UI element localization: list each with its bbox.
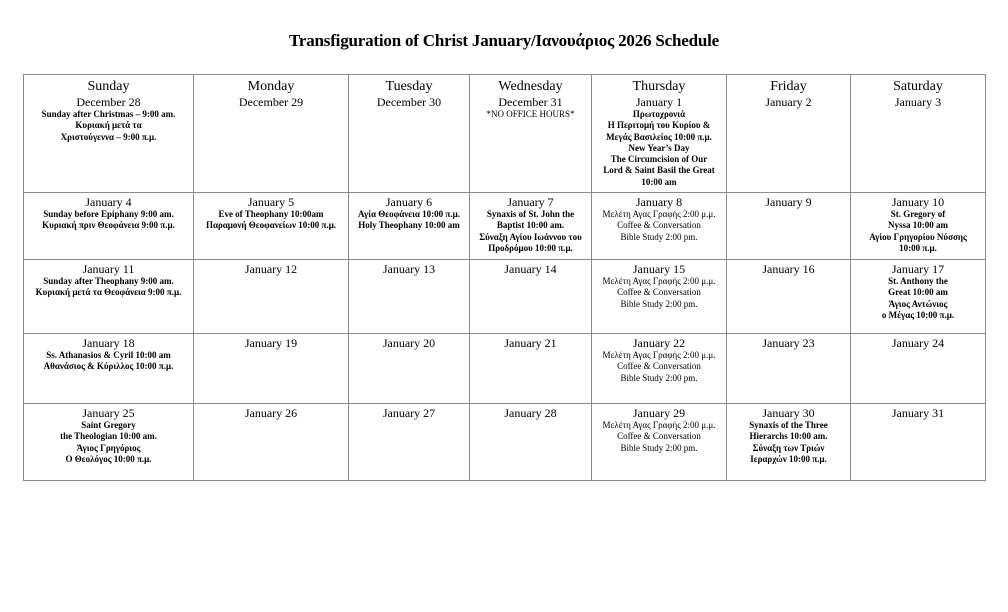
weekday-header: Sunday [87, 79, 130, 94]
day-date: January 8 [635, 195, 683, 209]
day-date: January 29 [632, 406, 686, 420]
day-cell [349, 75, 470, 193]
day-date: January 23 [762, 336, 815, 350]
day-date: January 17 [891, 262, 945, 276]
weekday-header: Friday [770, 79, 807, 94]
event-line: Great 10:00 am [888, 287, 948, 298]
week-row [24, 334, 986, 404]
event-line: Coffee & Conversation [617, 431, 701, 442]
day-cell [851, 404, 986, 481]
event-line: Coffee & Conversation [617, 220, 701, 231]
event-line: The Circumcision of Our [610, 154, 708, 165]
week-row [24, 75, 986, 193]
week-row [24, 260, 986, 334]
weekday-header: Tuesday [385, 79, 433, 94]
day-cell [24, 75, 194, 193]
day-date: January 20 [382, 336, 436, 350]
day-cell [194, 260, 349, 334]
event-line: Lord & Saint Basil the Great [603, 165, 715, 176]
weekday-header: Monday [247, 79, 295, 94]
day-date: January 7 [507, 195, 554, 209]
event-line: Αγία Θεοφάνεια 10:00 π.μ. [358, 209, 460, 219]
day-date: January 10 [891, 195, 945, 209]
day-date: January 2 [765, 95, 812, 109]
day-date: January 24 [891, 336, 945, 350]
event-line: Μελέτη Αγας Γραφής 2:00 μ.μ. [602, 276, 716, 286]
event-line: Κυριακή μετά τα [75, 120, 142, 131]
day-date: January 3 [894, 95, 942, 109]
day-date: January 14 [504, 262, 557, 276]
event-line: Coffee & Conversation [617, 287, 701, 298]
event-line: Eve of Theophany 10:00am [218, 209, 324, 219]
day-cell [349, 404, 470, 481]
day-date: January 27 [382, 406, 436, 420]
event-line: Bible Study 2:00 pm. [620, 372, 698, 383]
event-line: Προδρόμου 10:00 π.μ. [488, 242, 573, 253]
day-date: January 16 [762, 262, 815, 276]
event-line: Sunday after Christmas – 9:00 am. [41, 109, 176, 119]
event-line: Holy Theophany 10:00 am [358, 220, 460, 231]
event-line: Άγιος Γρηγόριος [76, 442, 141, 453]
day-date: January 13 [382, 262, 436, 276]
event-line: ο Μέγας 10:00 π.μ. [881, 309, 955, 320]
event-line: Μελέτη Αγας Γραφής 2:00 μ.μ. [602, 209, 716, 219]
day-cell [727, 193, 851, 260]
day-date: December 30 [376, 95, 442, 109]
day-cell [24, 260, 194, 334]
event-line: St. Anthony the [888, 276, 948, 286]
event-line: Ss. Athanasios & Cyril 10:00 am [46, 350, 171, 360]
day-cell [24, 334, 194, 404]
event-line: Κυριακή μετά τα Θεοφάνεια 9:00 π.μ. [35, 287, 182, 298]
day-cell [194, 75, 349, 193]
day-cell [851, 75, 986, 193]
day-date: January 15 [632, 262, 686, 276]
day-date: January 6 [385, 195, 433, 209]
event-line: Saint Gregory [81, 420, 136, 430]
day-cell [592, 334, 727, 404]
day-cell [727, 75, 851, 193]
day-cell [194, 193, 349, 260]
event-line: Bible Study 2:00 pm. [620, 298, 698, 309]
day-date: January 21 [504, 336, 557, 350]
day-cell [194, 334, 349, 404]
event-line: Bible Study 2:00 pm. [620, 442, 698, 453]
event-line: Κυριακή πριν Θεοφάνεια 9:00 π.μ. [42, 220, 175, 231]
event-line: Sunday after Theophany 9:00 am. [43, 276, 174, 286]
event-line: St. Gregory of [890, 209, 946, 219]
day-date: January 11 [82, 262, 135, 276]
day-date: January 28 [504, 406, 557, 420]
event-line: Ο Θεολόγος 10:00 π.μ. [65, 453, 152, 464]
day-date: December 31 [498, 95, 563, 109]
day-date: December 29 [238, 95, 304, 109]
day-date: January 22 [632, 336, 686, 350]
event-line: Η Περιτομή του Κυρίου & [607, 120, 711, 131]
event-line: Μελέτη Αγας Γραφής 2:00 μ.μ. [602, 350, 716, 360]
weekday-header: Thursday [632, 79, 686, 94]
event-line: the Theologian 10:00 am. [60, 431, 157, 442]
event-line: Σύναξη Αγίου Ιωάννου του [479, 231, 582, 242]
weekday-header: Wednesday [498, 79, 563, 94]
day-cell [349, 260, 470, 334]
day-cell [349, 193, 470, 260]
weekday-header: Saturday [893, 79, 943, 94]
day-cell [851, 193, 986, 260]
day-cell [727, 334, 851, 404]
event-line: Αγίου Γρηγορίου Νύσσης [869, 231, 967, 242]
day-date: January 1 [635, 95, 683, 109]
day-date: January 19 [244, 336, 298, 350]
day-date: January 18 [82, 336, 135, 350]
day-cell [470, 260, 592, 334]
event-line: Coffee & Conversation [617, 361, 701, 372]
day-date: January 31 [891, 406, 945, 420]
event-line: Hierarchs 10:00 am. [749, 431, 828, 442]
day-cell [592, 75, 727, 193]
event-line: Μεγάς Βασιλείος 10:00 π.μ. [606, 131, 712, 142]
day-cell [592, 260, 727, 334]
event-line: Baptist 10:00 am. [496, 220, 565, 231]
day-date: January 26 [244, 406, 298, 420]
day-date: January 30 [762, 406, 815, 420]
day-cell [194, 404, 349, 481]
day-date: January 25 [82, 406, 135, 420]
day-cell [592, 404, 727, 481]
day-cell [24, 193, 194, 260]
event-line: Χριστούγεννα – 9:00 π.μ. [60, 131, 157, 142]
event-line: 10:00 am [641, 176, 677, 187]
event-line: Nyssa 10:00 am [888, 220, 948, 231]
day-cell [727, 260, 851, 334]
day-date: January 5 [247, 195, 295, 209]
day-date: January 4 [85, 195, 132, 209]
day-date: January 9 [765, 195, 812, 209]
event-line: New Year’s Day [628, 142, 690, 153]
event-line: Sunday before Epiphany 9:00 am. [43, 209, 174, 219]
day-cell [349, 334, 470, 404]
day-cell [470, 193, 592, 260]
event-line: Αθανάσιος & Κύριλλος 10:00 π.μ. [43, 361, 174, 372]
day-cell [851, 260, 986, 334]
day-cell [24, 404, 194, 481]
event-line: Πρωτοχρονιά [632, 109, 686, 119]
day-date: January 12 [244, 262, 298, 276]
calendar-grid [23, 74, 986, 481]
day-date: December 28 [76, 95, 141, 109]
page-title: Transfiguration of Christ January/Ιανουάριος 2026 Schedule [289, 31, 719, 50]
event-line: Ιεραρχών 10:00 π.μ. [750, 453, 827, 464]
event-line: 10:00 π.μ. [899, 242, 937, 253]
event-line: Σύναξη των Τριών [752, 442, 825, 453]
event-line: Παραμονή Θεοφανείων 10:00 π.μ. [205, 220, 337, 231]
event-line: Bible Study 2:00 pm. [620, 231, 698, 242]
event-line: *NO OFFICE HOURS* [486, 109, 575, 119]
day-cell [470, 404, 592, 481]
day-cell [470, 334, 592, 404]
week-row [24, 404, 986, 481]
event-line: Synaxis of St. John the [486, 209, 575, 219]
event-line: Synaxis of the Three [749, 420, 828, 430]
week-row [24, 193, 986, 260]
day-cell [851, 334, 986, 404]
day-cell [727, 404, 851, 481]
event-line: Μελέτη Αγας Γραφής 2:00 μ.μ. [602, 420, 716, 430]
event-line: Άγιος Αντώνιος [888, 298, 948, 309]
day-cell [470, 75, 592, 193]
day-cell [592, 193, 727, 260]
